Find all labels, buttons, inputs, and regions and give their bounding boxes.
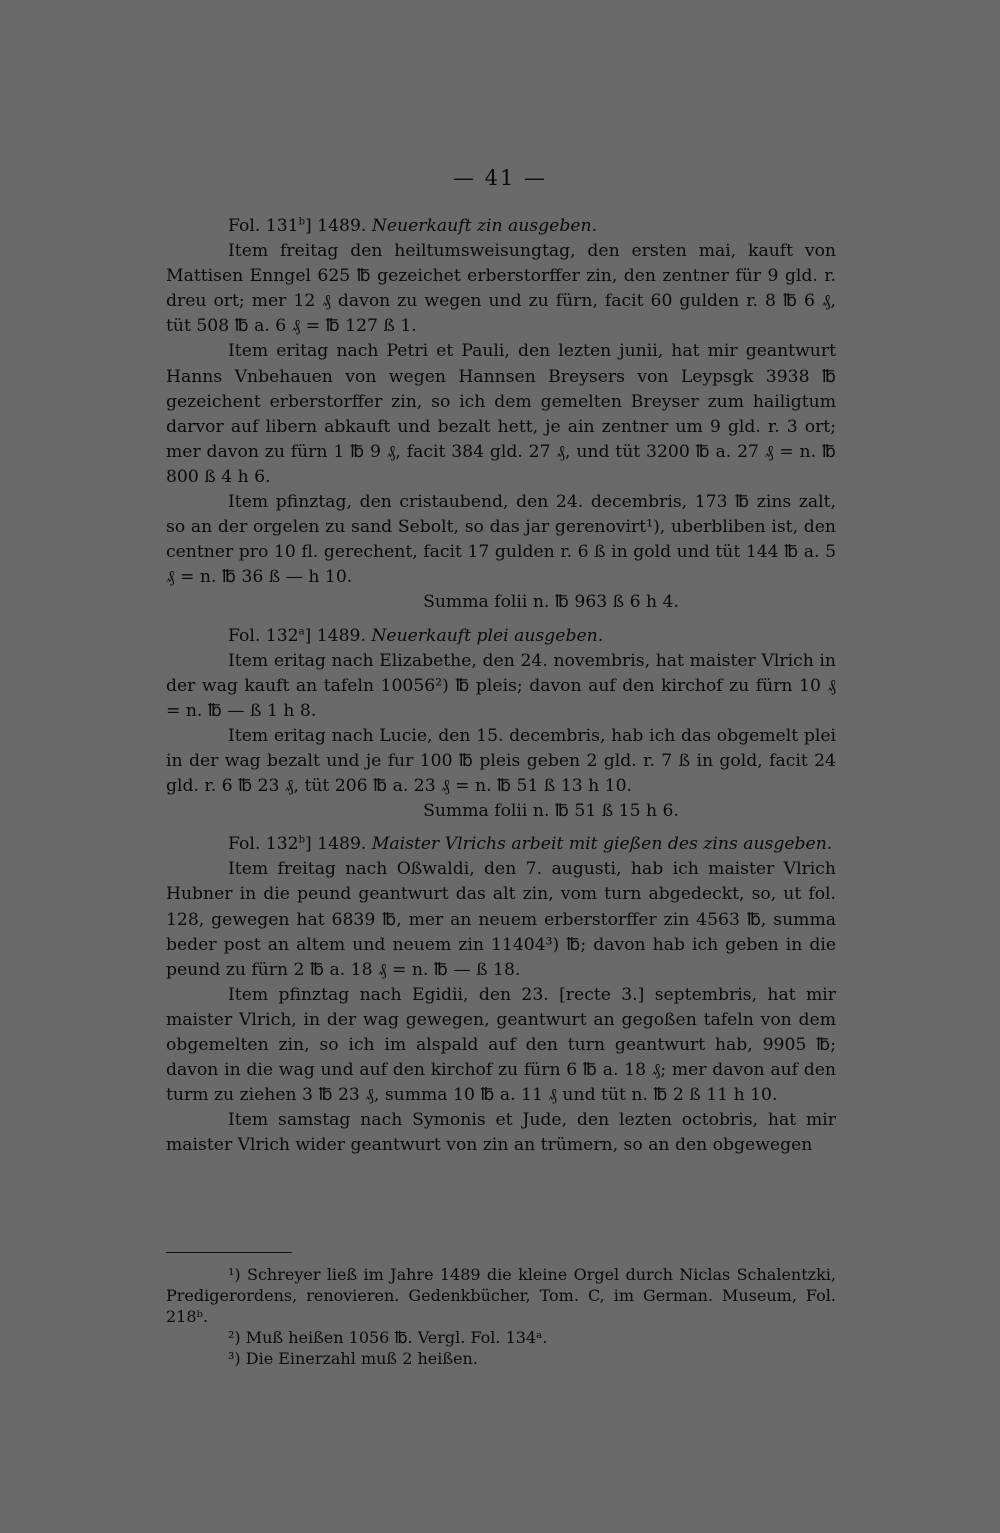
footnote-divider — [166, 1252, 292, 1253]
ledger-entry: Item pfinztag nach Egidii, den 23. [recte 3.] septembris, hat mir maister Vlrich, in der wag gewegen, geantwurt an gegoßen tafeln von dem obgemelten zin, so ich im alspald auf den turn geantwurt hab, 9905 ℔; davon in die wag und auf den kirchof zu fürn 6 ℔ a. 18 ₰; mer davon auf den turm zu ziehen 3 ℔ 23 ₰, summa 10 ℔ a. 11 ₰ und tüt n. ℔ 2 ß 11 h 10. — [166, 984, 836, 1106]
section-heading — [166, 832, 836, 857]
footnote: ²) Muß heißen 1056 ℔. Vergl. Fol. 134ᵃ. — [228, 1328, 548, 1347]
footnote: ³) Die Einerzahl muß 2 heißen. — [228, 1349, 478, 1368]
footnote: ¹) Schreyer ließ im Jahre 1489 die kleine Orgel durch Niclas Schalentzki, Predigerordens, renovieren. Gedenkbücher, Tom. C, im German. Museum, Fol. 218ᵇ. — [166, 1265, 836, 1326]
folio-sum: Summa folii n. ℔ 51 ß 15 h 6. — [423, 801, 679, 822]
page-number: — 41 — — [452, 166, 548, 190]
ledger-entry: Item freitag den heiltumsweisungtag, den ersten mai, kauft von Mattisen Enngel 625 ℔ gezeichet erberstorffer zin, den zentner für 9 gld. r. dreu ort; mer 12 ₰ davon zu wegen und zu fürn, facit 60 gulden r. 8 ℔ 6 ₰, tüt 508 ℔ a. 6 ₰ = ℔ 127 ß 1. — [166, 241, 836, 337]
ledger-entry: Item eritag nach Petri et Pauli, den lezten junii, hat mir geantwurt Hanns Vnbehauen von wegen Hannsen Breysers von Leypsgk 3938 ℔ gezeichent erberstorffer zin, so ich dem gemelten Breyser zum hailigtum darvor auf libern abkauft und bezalt hett, je ain zentner um 9 gld. r. 3 ort; mer davon zu fürn 1 ℔ 9 ₰, facit 384 gld. 27 ₰, und tüt 3200 ℔ a. 27 ₰ = n. ℔ 800 ß 4 h 6. — [166, 341, 836, 487]
folio-year: ] 1489. — [304, 216, 367, 236]
folio-side: a — [298, 625, 305, 637]
folio-side: b — [298, 834, 305, 846]
ledger-entry: Item pfinztag, den cristaubend, den 24. decembris, 173 ℔ zins zalt, so an der orgelen zu sand Sebolt, so das jar gerenovirt¹), uberbliben ist, den centner pro 10 fl. gerechent, facit 17 gulden r. 6 ß in gold und tüt 144 ℔ a. 5 ₰ = n. ℔ 36 ß — h 10. — [166, 492, 836, 588]
folio-ref: Fol. 132 — [228, 834, 299, 855]
folio-year: ] 1489. — [304, 625, 366, 646]
section-heading — [166, 624, 836, 649]
folio-ref: Fol. 132 — [228, 625, 299, 646]
section-title: Neuerkauft zin ausgeben. — [371, 216, 598, 236]
ledger-entry: Item eritag nach Elizabethe, den 24. novembris, hat maister Vlrich in der wag kauft an tafeln 10056²) ℔ pleis; davon auf den kirchof zu fürn 10 ₰ = n. ℔ — ß 1 h 8. — [166, 650, 836, 721]
section-heading — [166, 214, 836, 239]
ledger-entry: Item freitag nach Oßwaldi, den 7. augusti, hab ich maister Vlrich Hubner in die peund geantwurt das alt zin, vom turn abgedeckt, so, ut fol. 128, gewegen hat 6839 ℔, mer an neuem erberstorffer zin 4563 ℔, summa beder post an altem und neuem zin 11404³) ℔; davon hab ich geben in die peund zu fürn 2 ℔ a. 18 ₰ = n. ℔ — ß 18. — [166, 859, 836, 980]
ledger-entry: Item samstag nach Symonis et Jude, den lezten octobris, hat mir maister Vlrich wider geantwurt von zin an trümern, so an den obgewegen — [166, 1110, 836, 1156]
section-title: Maister Vlrichs arbeit mit gießen des zins ausgeben. — [371, 834, 833, 855]
footnotes — [166, 1264, 836, 1369]
folio-sum: Summa folii n. ℔ 963 ß 6 h 4. — [423, 592, 679, 613]
folio-side: b — [298, 216, 305, 228]
page-body — [166, 214, 836, 1158]
section-title: Neuerkauft plei ausgeben. — [371, 625, 604, 646]
folio-year: ] 1489. — [304, 834, 367, 855]
folio-ref: Fol. 131 — [228, 216, 299, 236]
ledger-entry: Item eritag nach Lucie, den 15. decembris, hab ich das obgemelt plei in der wag bezalt und je fur 100 ℔ pleis geben 2 gld. r. 7 ß in gold, facit 24 gld. r. 6 ℔ 23 ₰, tüt 206 ℔ a. 23 ₰ = n. ℔ 51 ß 13 h 10. — [166, 725, 836, 797]
